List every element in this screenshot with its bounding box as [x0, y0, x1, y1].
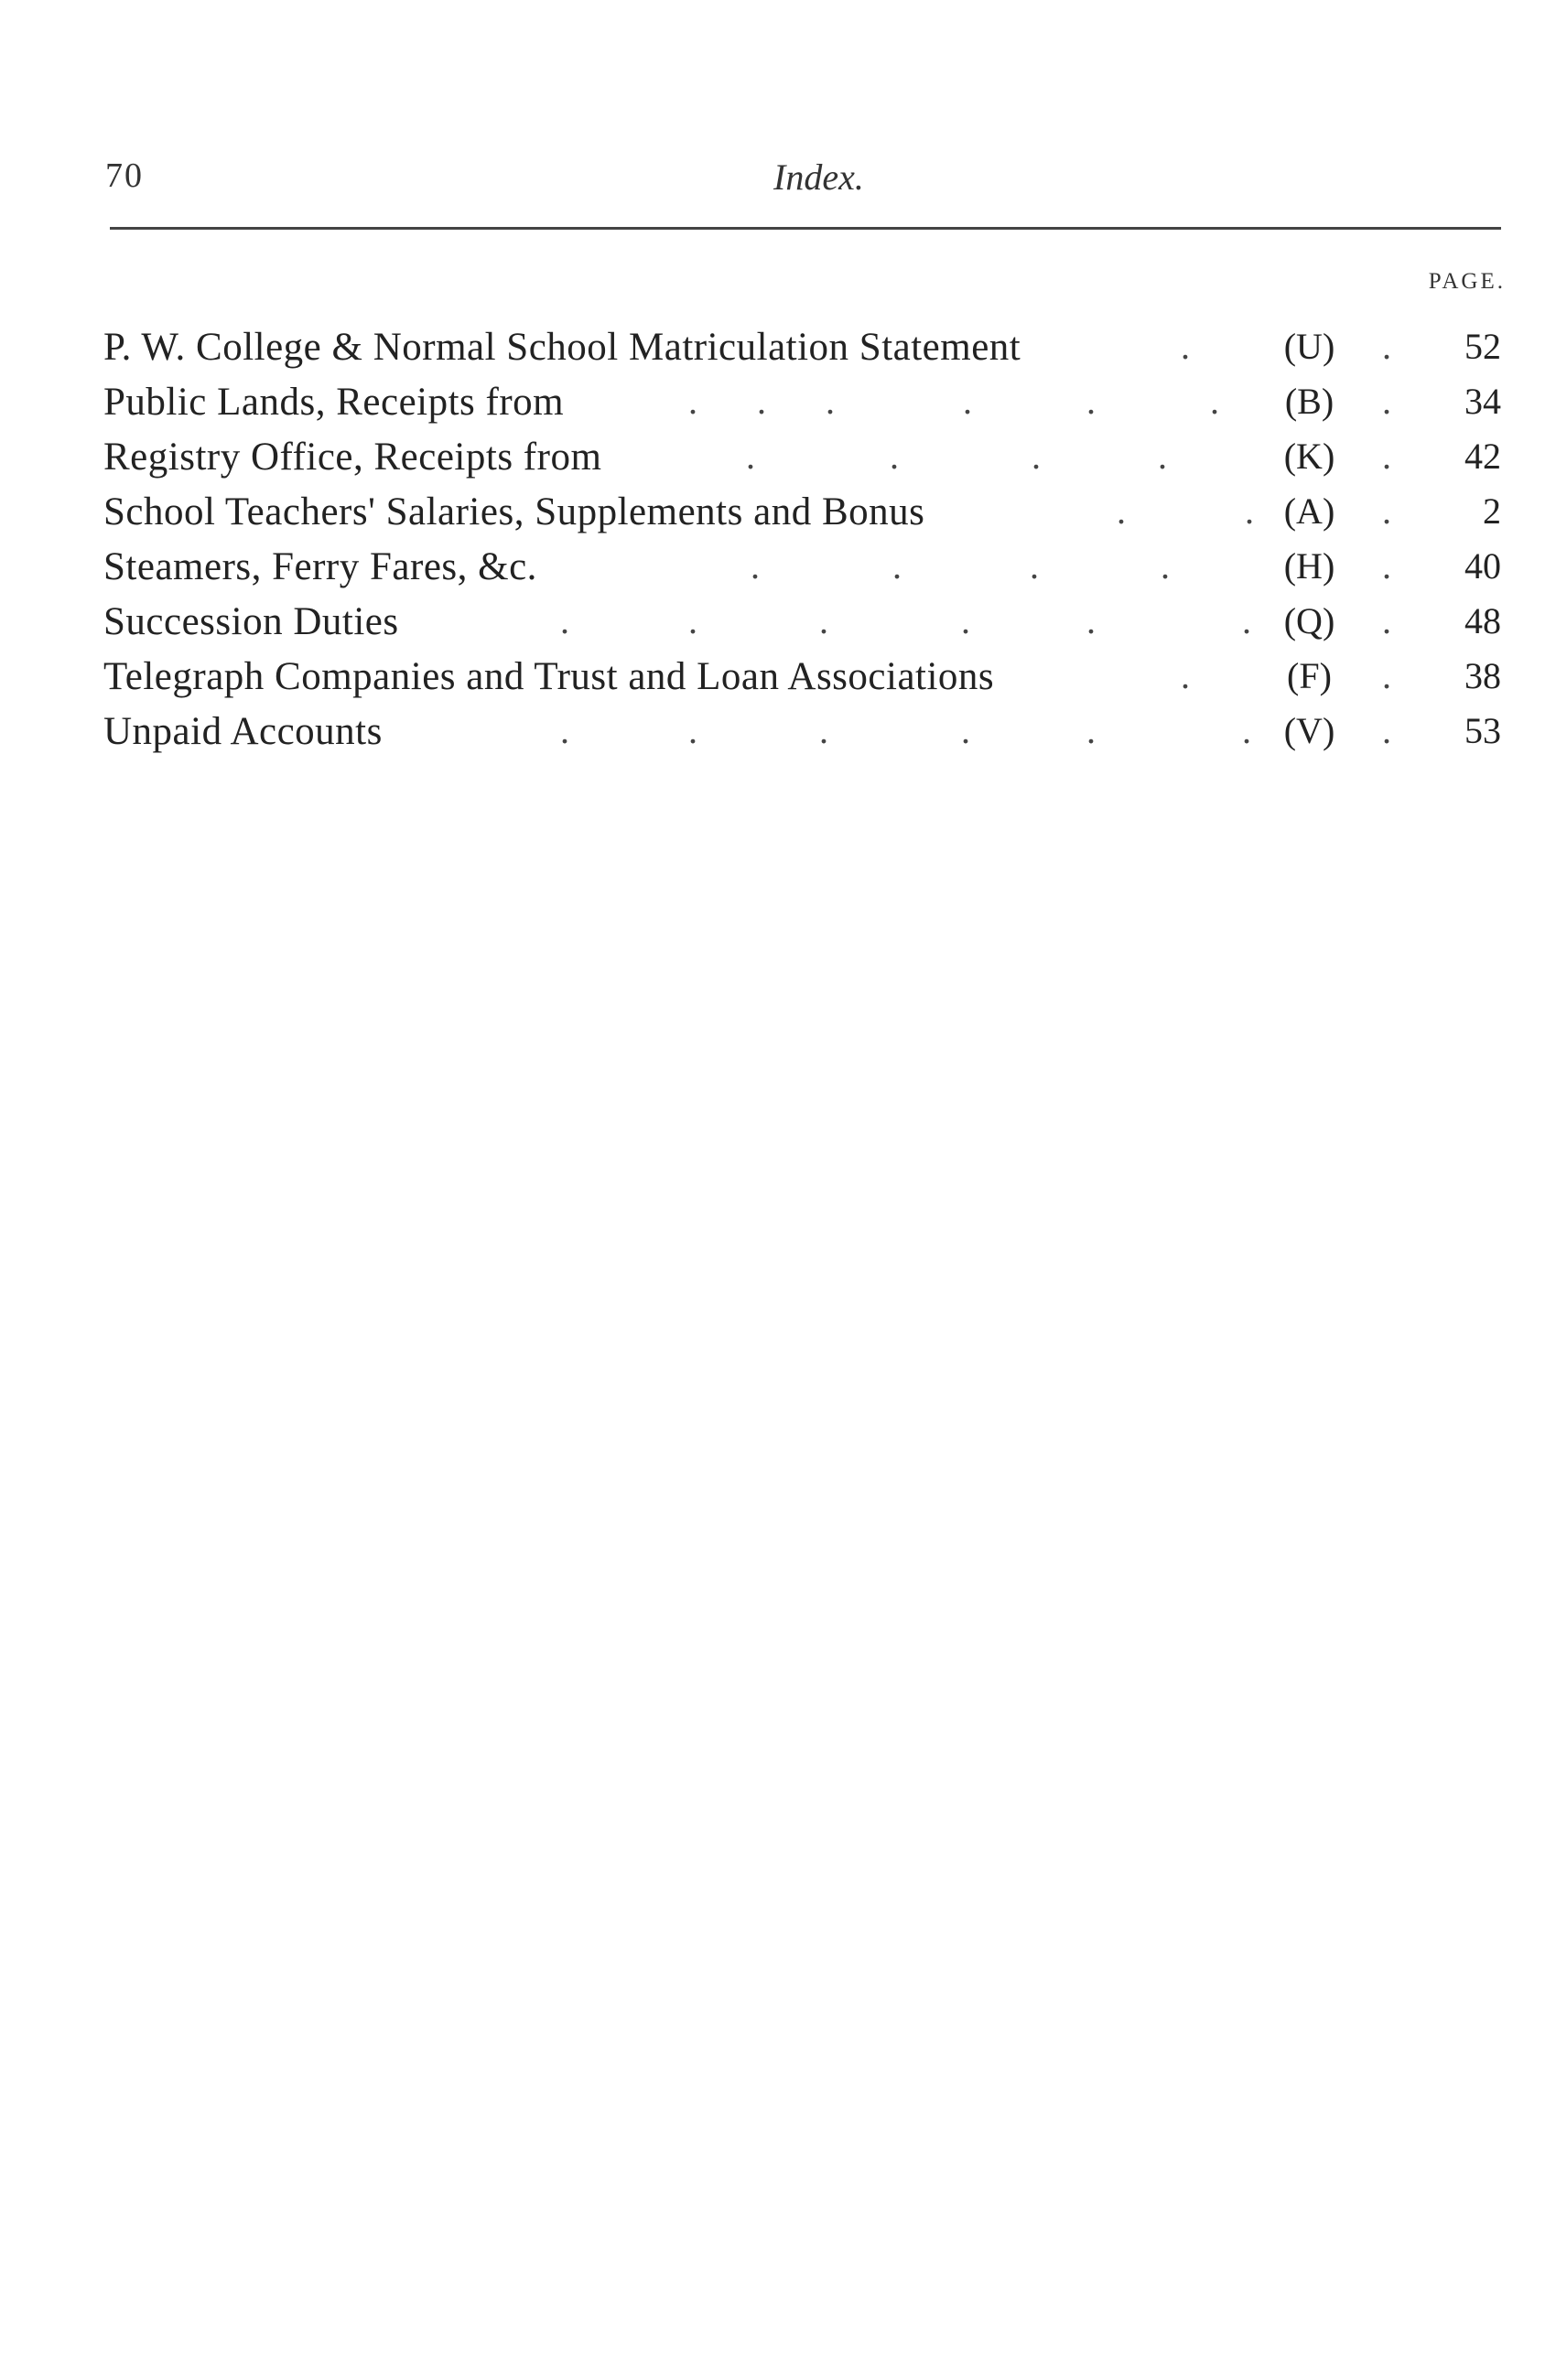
leader-dot: . [1382, 436, 1391, 477]
entry-title: Public Lands, Receipts from [103, 381, 565, 424]
entry-code: (K) [1283, 436, 1335, 477]
page-number: 70 [105, 156, 144, 195]
entry-page: 48 [1464, 600, 1501, 641]
entry-code: (U) [1283, 326, 1335, 367]
leader-dots: . . . . [751, 545, 1170, 587]
leader-dot: . [1382, 326, 1391, 367]
entry-page: 53 [1464, 710, 1501, 751]
index-entry [0, 490, 1556, 544]
leader-dots: . . . . . . [560, 600, 1251, 641]
header-rule [110, 227, 1501, 230]
leader-dot: . [1382, 600, 1391, 641]
entry-code: (V) [1283, 710, 1335, 751]
leader-dots: . . . . [746, 436, 1167, 477]
entry-title: Unpaid Accounts [103, 710, 383, 753]
entry-code: (H) [1283, 545, 1335, 587]
entry-code: (A) [1283, 490, 1335, 532]
index-entry [0, 544, 1556, 599]
entry-code: (F) [1287, 655, 1332, 696]
entry-title: P. W. College & Normal School Matriculation Statement [103, 326, 1021, 369]
entry-page: 42 [1464, 436, 1501, 477]
entry-title: School Teachers' Salaries, Supplements and Bonus [103, 490, 925, 533]
running-title: Index. [773, 156, 864, 198]
entry-code: (Q) [1283, 600, 1335, 641]
leader-dot: . [1382, 655, 1391, 696]
leader-dot: . [1382, 381, 1391, 422]
entry-title: Telegraph Companies and Trust and Loan Associations [103, 655, 995, 698]
leader-dots: . . [1117, 490, 1254, 532]
entry-code: (B) [1284, 381, 1334, 422]
leader-dot: . [1382, 545, 1391, 587]
index-entry [0, 654, 1556, 709]
leader-dots: . . . . . . [560, 710, 1251, 751]
index-entry [0, 435, 1556, 490]
entry-page: 34 [1464, 381, 1501, 422]
page-column-heading: PAGE. [1428, 269, 1506, 294]
entry-page: 40 [1464, 545, 1501, 587]
index-entry [0, 325, 1556, 380]
leader-dot: . [1382, 490, 1391, 532]
leader-dots: . . . . . . [688, 381, 1219, 422]
entry-title: Registry Office, Receipts from [103, 436, 602, 479]
entry-title: Steamers, Ferry Fares, &c. [103, 545, 537, 588]
leader-dots: . [1181, 326, 1190, 367]
entry-page: 38 [1464, 655, 1501, 696]
entry-page: 52 [1464, 326, 1501, 367]
leader-dots: . [1181, 655, 1190, 696]
leader-dot: . [1382, 710, 1391, 751]
index-entry [0, 380, 1556, 435]
entry-page: 2 [1483, 490, 1501, 532]
entry-title: Succession Duties [103, 600, 399, 643]
index-entry [0, 709, 1556, 764]
index-entries [0, 325, 1556, 764]
index-entry [0, 599, 1556, 654]
